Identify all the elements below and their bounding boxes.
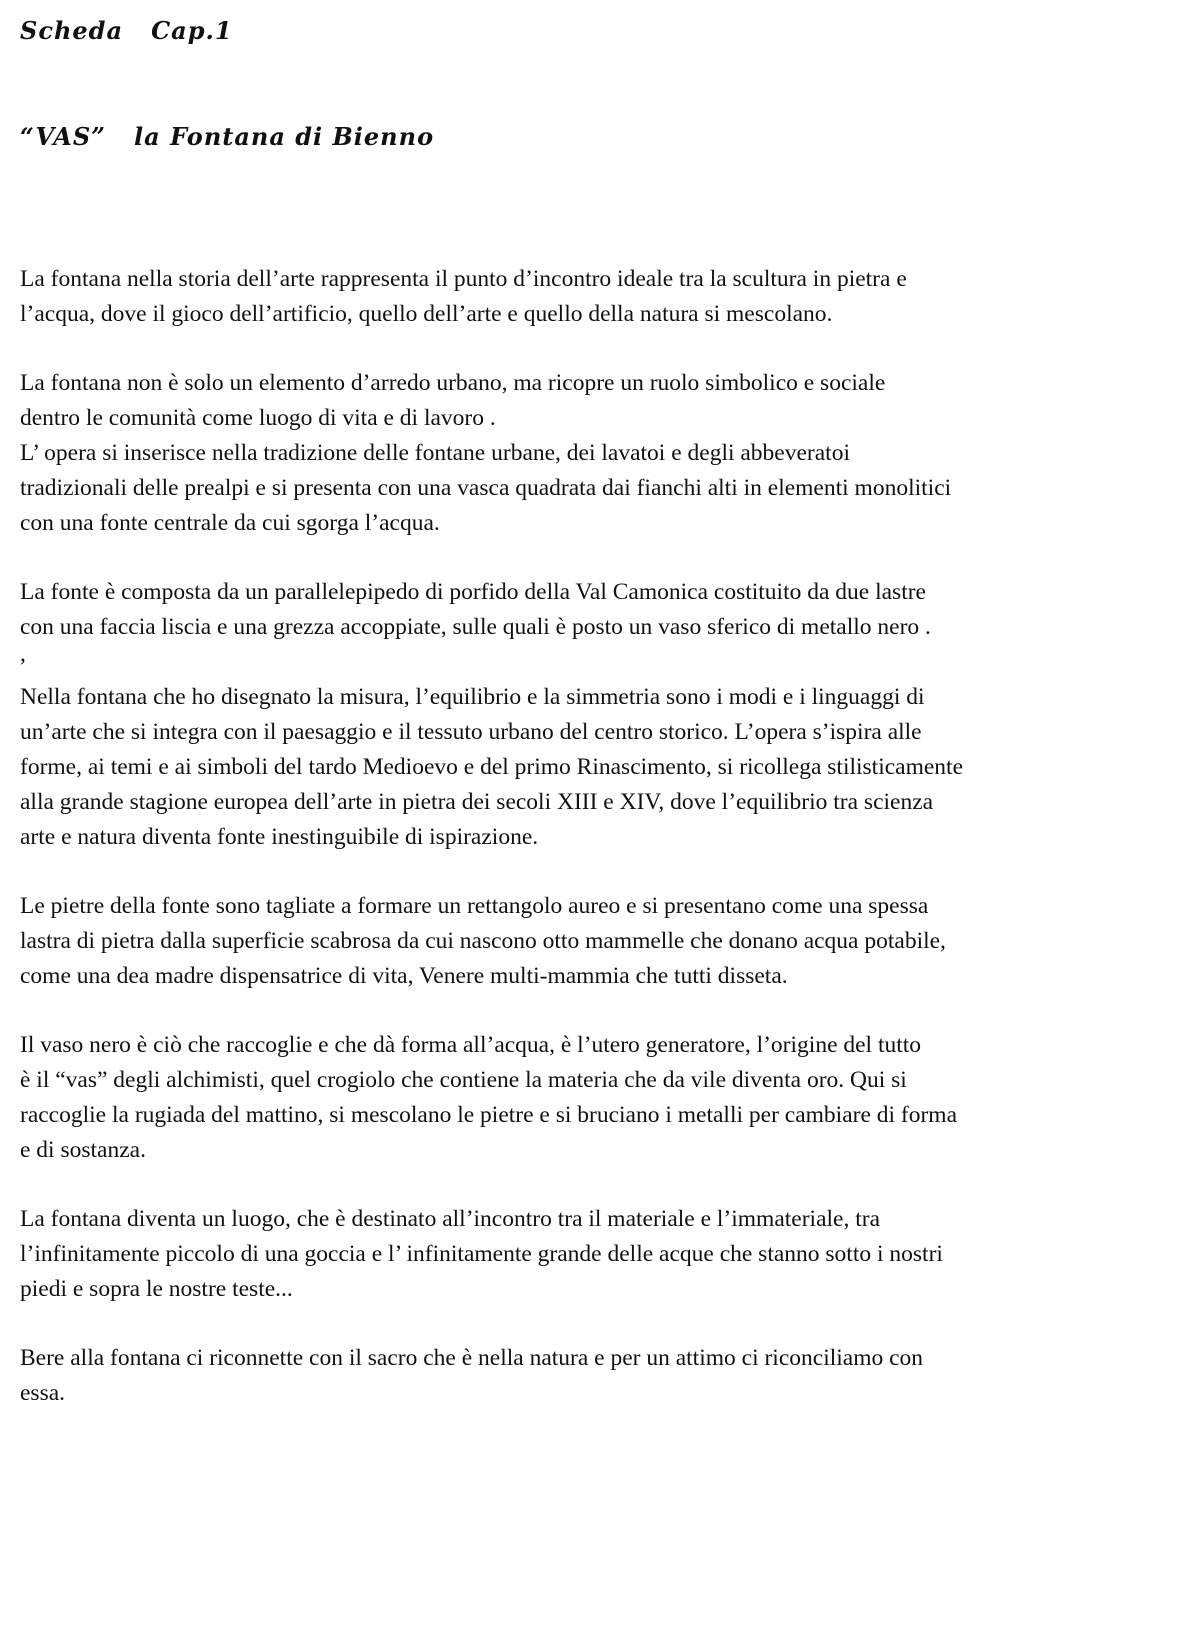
paragraph-role: La fontana non è solo un elemento d’arredo urbano, ma ricopre un ruolo simbolico e sociale dentro le comunità come luogo di vita e di lavoro . [20,370,886,431]
paragraph-design: Nella fontana che ho disegnato la misura, l’equilibrio e la simmetria sono i modi e i linguaggi di un’arte che si integra con il paesaggio e il tessuto urbano del centro storico. L’opera s’ispira alle forme, ai temi e ai simboli del tardo Medioevo e del primo Rinascimento, si ricollega stilisticamente alla grande stagione europea dell’arte in pietra dei secoli XIII e XIV, dove l’equilibrio tra scienza arte e natura diventa fonte inestinguibile di ispirazione. [20,684,964,850]
paragraph-stones: Le pietre della fonte sono tagliate a formare un rettangolo aureo e si presentano come una spessa lastra di pietra dalla superficie scabrosa da cui nascono otto mammelle che donano acqua potabile, come una dea madre dispensatrice di vita, Venere multi-mammia che tutti disseta. [20,893,946,989]
document-body [20,262,1185,1445]
section-label: Scheda Cap.1 [20,16,233,45]
paragraph-place: La fontana diventa un luogo, che è destinato all’incontro tra il materiale e l’immateriale, tra l’infinitamente piccolo di una goccia e l’ infinitamente grande delle acque che stanno sotto i nostri piedi e sopra le nostre teste... [20,1206,943,1302]
paragraph-vase: Il vaso nero è ciò che raccoglie e che dà forma all’acqua, è l’utero generatore, l’origine del tutto è il “vas” degli alchimisti, quel crogiolo che contiene la materia che da vile diventa oro. Qui si raccoglie la rugiada del mattino, si mescolano le pietre e si bruciano i metalli per cambiare di forma e di sostanza. [20,1032,958,1163]
paragraph-closing: Bere alla fontana ci riconnette con il sacro che è nella natura e per un attimo ci riconciliamo con essa. [20,1345,924,1406]
paragraph-intro: La fontana nella storia dell’arte rappresenta il punto d’incontro ideale tra la scultura in pietra e l’acqua, dove il gioco dell’artificio, quello dell’arte e quello della natura si mescolano. [20,266,907,327]
document-title: “VAS” la Fontana di Bienno [20,122,435,151]
paragraph-tradition: L’ opera si inserisce nella tradizione delle fontane urbane, dei lavatoi e degli abbeveratoi tradizionali delle prealpi e si presenta con una vasca quadrata dai fianchi alti in elementi monolitici con una fonte centrale da cui sgorga l’acqua. [20,440,952,536]
stray-comma: , [20,641,26,667]
paragraph-source: La fonte è composta da un parallelepipedo di porfido della Val Camonica costituito da due lastre con una faccia liscia e una grezza accoppiate, sulle quali è posto un vaso sferico di metallo nero . [20,579,931,640]
